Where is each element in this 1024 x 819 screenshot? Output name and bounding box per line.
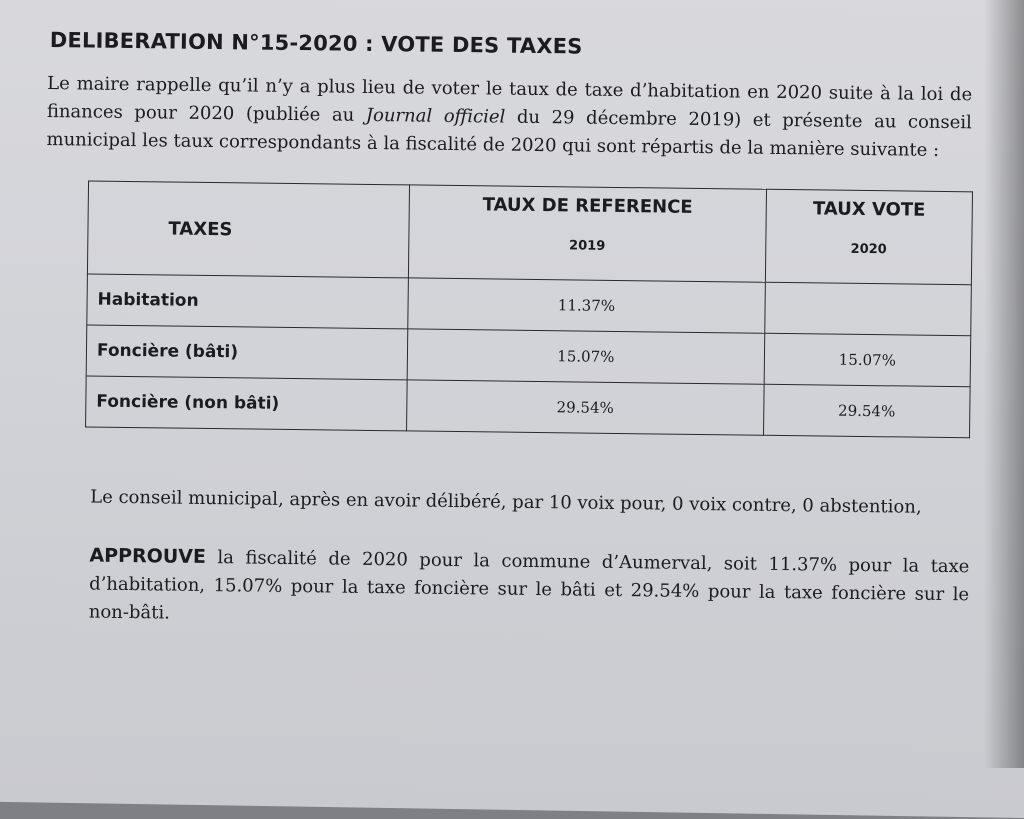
header-reference-label: TAUX DE REFERENCE (482, 194, 693, 218)
header-vote-label: TAUX VOTE (812, 198, 926, 221)
approval-keyword: APPROUVE (89, 544, 207, 568)
vote-rate: 15.07% (764, 333, 971, 387)
header-taxes: TAXES (87, 181, 409, 278)
intro-paragraph (46, 70, 972, 165)
table-header-row (87, 181, 972, 285)
header-reference-year: 2019 (569, 238, 606, 254)
header-vote (765, 189, 972, 285)
approval-text: la fiscalité de 2020 pour la commune d’Aumerval, soit 11.37% pour la taxe d’habitation, 15.07% pour la taxe foncière sur le bâti et 29.54% pour la taxe foncière sur le non-bâti. (88, 546, 970, 624)
deliberation-heading: DELIBERATION N°15-2020 : VOTE DES TAXES (49, 28, 583, 59)
paper-shadow (984, 0, 1024, 768)
vote-paragraph: Le conseil municipal, après en avoir délibéré, par 10 voix pour, 0 voix contre, 0 abstention, (90, 486, 922, 518)
header-vote-year: 2020 (850, 241, 887, 258)
intro-part-1: Le maire rappelle qu’il n’y a plus lieu de voter le taux de taxe d’habitation en 2020 suite à la loi de finances pour 2020 (publiée au (46, 72, 973, 126)
reference-rate: 15.07% (407, 329, 764, 384)
approval-paragraph (89, 542, 970, 638)
vote-rate: 29.54% (763, 384, 970, 438)
vote-rate (765, 282, 972, 336)
journal-title: Journal officiel (365, 104, 506, 128)
row-label: Foncière (non bâti) (86, 376, 408, 431)
intro-part-2: du 29 décembre 2019) et présente au conseil municipal les taux correspondants à la fiscalité de 2020 qui sont répartis de la manière suivante : (46, 106, 972, 161)
table-row (86, 376, 971, 438)
document-content (41, 22, 978, 637)
row-label: Foncière (bâti) (86, 325, 408, 380)
header-reference (408, 185, 766, 282)
tax-rates-table (85, 181, 973, 439)
row-label: Habitation (87, 274, 409, 329)
reference-rate: 11.37% (408, 278, 765, 333)
reference-rate: 29.54% (407, 380, 764, 435)
